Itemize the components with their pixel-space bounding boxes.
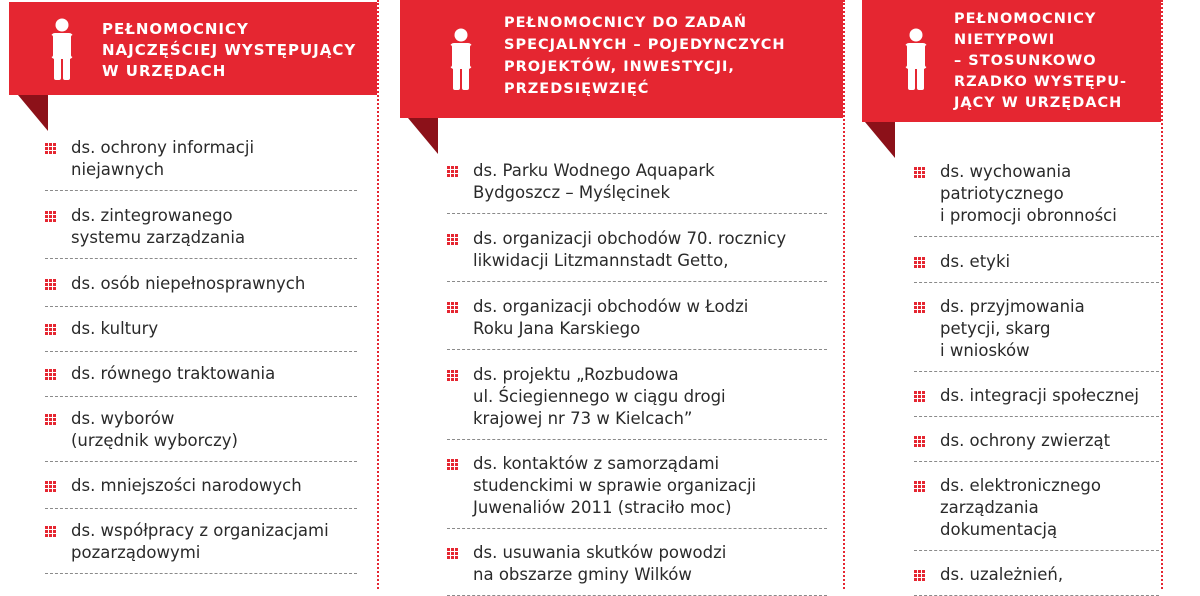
bullet-icon [447, 370, 458, 381]
item-label: ds. projektu „Rozbudowa ul. Ściegiennego w ciągu drogi krajowej nr 73 w Kielcach” [473, 365, 726, 428]
column-title: PEŁNOMOCNICY DO ZADAŃ SPECJALNYCH – POJEDYNCZYCH PROJEKTÓW, INWESTYCJI, PRZEDSIĘWZIĘĆ [504, 15, 786, 97]
bullet-icon [45, 481, 56, 492]
list-item [45, 203, 357, 259]
column-title: PEŁNOMOCNICY NAJCZĘŚCIEJ WYSTĘPUJĄCY W URZĘDACH [102, 20, 357, 80]
bullet-icon [914, 167, 925, 178]
list-item [45, 473, 357, 509]
bullet-icon [45, 369, 56, 380]
item-label: ds. elektronicznego zarządzania dokumentacją [940, 476, 1101, 539]
item-label: ds. osób niepełnosprawnych [71, 274, 306, 293]
bullet-icon [914, 436, 925, 447]
bullet-icon [914, 302, 925, 313]
bullet-icon [45, 526, 56, 537]
bullet-icon [914, 570, 925, 581]
item-label: ds. współpracy z organizacjami pozarządowymi [71, 521, 329, 562]
bullet-icon [914, 257, 925, 268]
bullet-icon [45, 324, 56, 335]
list-item [45, 316, 357, 352]
item-label: ds. organizacji obchodów 70. rocznicy likwidacji Litzmannstadt Getto, [473, 229, 787, 270]
item-label: ds. Parku Wodnego Aquapark Bydgoszcz – Myślęcinek [473, 161, 715, 202]
column-title: PEŁNOMOCNICY NIETYPOWI – STOSUNKOWO RZADKO WYSTĘPU- JĄCY W URZĘDACH [954, 11, 1128, 111]
list-item [447, 362, 827, 440]
list-item [914, 294, 1159, 372]
list-item [914, 562, 1159, 596]
bullet-icon [447, 459, 458, 470]
list-item [914, 428, 1159, 462]
bullet-icon [45, 414, 56, 425]
list-item [447, 226, 827, 282]
item-label: ds. wyborów (urzędnik wyborczy) [71, 409, 238, 450]
item-label: ds. ochrony zwierząt [940, 431, 1111, 450]
column-header [9, 2, 377, 95]
list-item [45, 361, 357, 397]
bullet-icon [447, 234, 458, 245]
list-item [447, 294, 827, 350]
column-frequent [0, 0, 400, 589]
item-label: ds. organizacji obchodów w Łodzi Roku Jana Karskiego [473, 297, 749, 338]
list-item [45, 518, 357, 574]
item-label: ds. mniejszości narodowych [71, 476, 302, 495]
banner-fold [408, 118, 438, 154]
bullet-icon [45, 211, 56, 222]
item-label: ds. przyjmowania petycji, skarg i wniosków [940, 297, 1085, 360]
list-item [447, 540, 827, 596]
item-label: ds. równego traktowania [71, 364, 276, 383]
item-label: ds. uzależnień, [940, 565, 1064, 584]
item-label: ds. etyki [940, 252, 1011, 271]
item-label: ds. wychowania patriotycznego i promocji obronności [940, 162, 1117, 225]
column-atypical [862, 0, 1200, 589]
bullet-icon [914, 391, 925, 402]
column-header [400, 0, 843, 118]
dotted-rail [843, 0, 845, 589]
person-icon [49, 18, 75, 80]
person-icon [448, 28, 474, 90]
item-label: ds. zintegrowanego systemu zarządzania [71, 206, 246, 247]
banner-fold [18, 95, 48, 131]
item-label: ds. ochrony informacji niejawnych [71, 138, 255, 179]
item-label: ds. usuwania skutków powodzi na obszarze gminy Wilków [473, 543, 727, 584]
list-item [914, 249, 1159, 283]
bullet-icon [447, 548, 458, 559]
dotted-rail [1161, 0, 1163, 589]
list-item [914, 473, 1159, 551]
dotted-rail [377, 0, 379, 589]
column-special [400, 0, 860, 589]
list-item [914, 159, 1159, 237]
bullet-icon [447, 302, 458, 313]
bullet-icon [447, 166, 458, 177]
person-icon [903, 28, 929, 90]
list-item [45, 406, 357, 462]
bullet-icon [45, 143, 56, 154]
list-item [45, 135, 357, 191]
bullet-icon [45, 279, 56, 290]
list-item [447, 451, 827, 529]
list-item [914, 383, 1159, 417]
bullet-icon [914, 481, 925, 492]
item-label: ds. kultury [71, 319, 159, 338]
list-item [45, 271, 357, 307]
banner-fold [865, 122, 895, 158]
column-header [862, 0, 1161, 122]
list-item [447, 158, 827, 214]
item-label: ds. integracji społecznej [940, 386, 1140, 405]
item-label: ds. kontaktów z samorządami studenckimi w sprawie organizacji Juwenaliów 2011 (straciło moc) [473, 454, 757, 517]
